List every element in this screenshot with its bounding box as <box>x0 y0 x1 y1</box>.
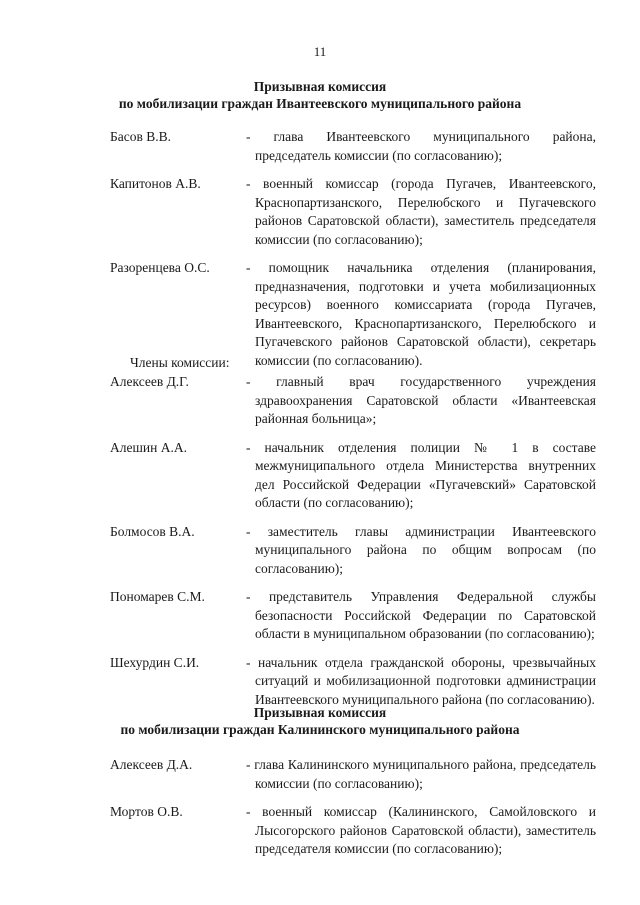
heading-line-1: Призывная комиссия <box>253 79 387 94</box>
section-heading <box>0 704 640 738</box>
section-heading <box>0 78 640 112</box>
member-desc: - заместитель главы администрации Ивантеевского муниципального района по общим вопросам (по согласованию); <box>246 523 596 576</box>
entry-desc: - глава Ивантеевского муниципального района, председатель комиссии (по согласованию); <box>246 129 596 163</box>
entry <box>0 756 640 793</box>
member-desc: - главный врач государственного учреждения здравоохранения Саратовской области «Ивантеевская районная больница»; <box>246 374 596 426</box>
entry-desc: - глава Калининского муниципального района, председатель комиссии (по согласованию); <box>246 757 596 791</box>
entry <box>0 259 640 370</box>
member-entry <box>0 439 640 513</box>
member-name: Алексеев Д.Г. <box>110 374 189 389</box>
entry-name: Басов В.В. <box>110 129 171 144</box>
page-number: 11 <box>313 44 327 59</box>
member-entry <box>0 588 640 644</box>
entry-name: Разоренцева О.С. <box>110 260 210 275</box>
entry <box>0 175 640 249</box>
entry-desc: - военный комиссар (Калининского, Самойловского и Лысогорского районов Саратовской области), заместитель председателя комиссии (по согласованию); <box>246 804 596 856</box>
member-name: Шехурдин С.И. <box>110 654 200 670</box>
member-desc: - начальник отдела гражданской обороны, чрезвычайных ситуаций и мобилизационной подготовки администрации Ивантеевского муниципального района (по согласованию). <box>246 654 596 707</box>
section-ivanteevsky <box>0 78 640 112</box>
entry-name: Мортов О.В. <box>110 804 183 819</box>
entry <box>0 803 640 859</box>
entry-name: Алексеев Д.А. <box>110 757 193 772</box>
heading-line-1: Призывная комиссия <box>253 705 387 720</box>
entry-desc: - помощник начальника отделения (планирования, предназначения, подготовки и учета мобилизационных ресурсов) военного комиссариата (города Пугачев, Ивантеевского, Краснопартизанского, Перелюбского и Пугачевского районов Саратовской области), секретарь комиссии (по согласованию). <box>246 260 596 368</box>
member-entry <box>0 654 640 710</box>
entry <box>0 128 640 165</box>
member-entry <box>0 523 640 579</box>
members-ivanteevsky <box>0 373 640 709</box>
member-entry <box>0 373 640 429</box>
entry-desc: - военный комиссар (города Пугачев, Ивантеевского, Краснопартизанского, Перелюбского и Пугачевского районов Саратовской области), заместитель председателя комиссии (по согласованию); <box>246 176 596 247</box>
heading-line-2: по мобилизации граждан Ивантеевского муниципального района <box>118 96 522 111</box>
member-name: Пономарев С.М. <box>110 589 205 604</box>
section-kalininsky <box>0 704 640 738</box>
member-name: Болмосов В.А. <box>110 523 195 539</box>
entries-ivanteevsky <box>0 128 640 370</box>
member-desc: - начальник отделения полиции № 1 в составе межмуниципального отдела Министерства внутренних дел Российской Федерации «Пугачевский» Саратовской области (по согласованию); <box>246 439 596 510</box>
entries-kalininsky <box>0 756 640 859</box>
entry-name: Капитонов А.В. <box>110 176 201 191</box>
member-name: Алешин А.А. <box>110 439 187 455</box>
heading-line-2: по мобилизации граждан Калининского муниципального района <box>120 722 520 737</box>
members-label: Члены комиссии: <box>130 355 230 370</box>
member-desc: - представитель Управления Федеральной службы безопасности Российской Федерации по Саратовской области в муниципальном образовании (по согласованию); <box>246 589 596 641</box>
